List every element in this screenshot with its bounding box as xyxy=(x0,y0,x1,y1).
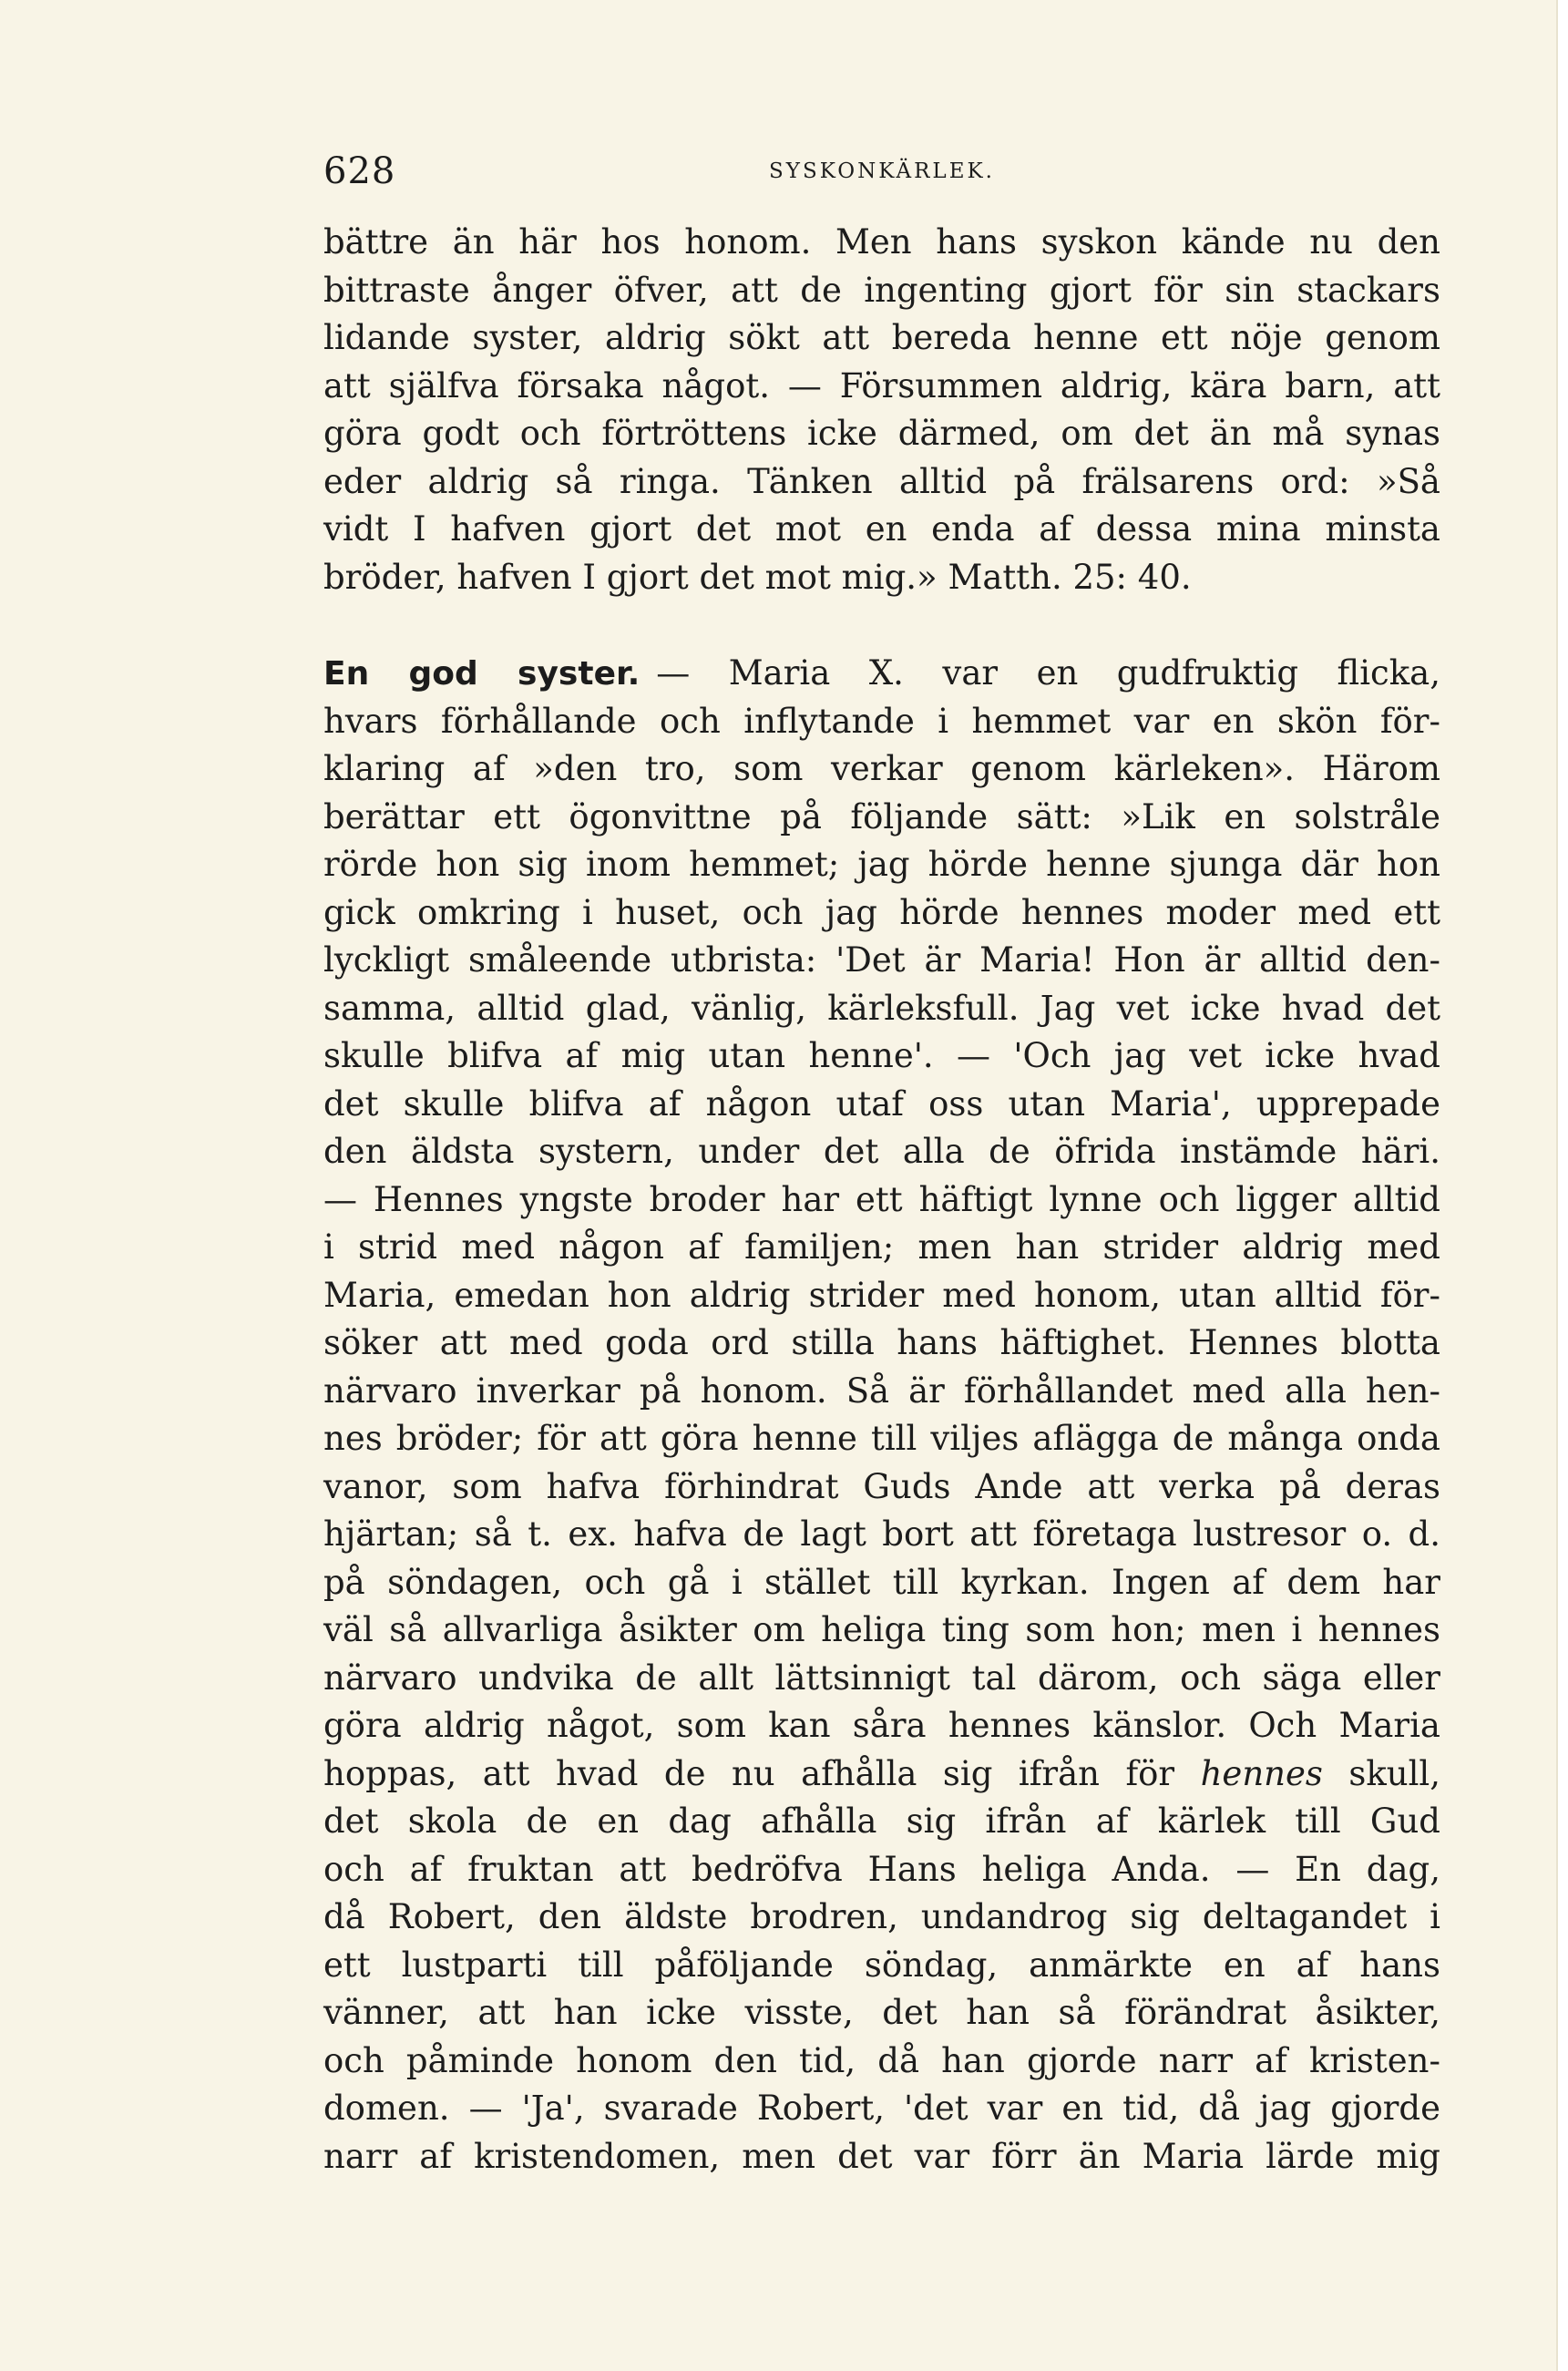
text-line: — Hennes yngste broder har ett häftigt lynne och ligger alltid xyxy=(323,1179,1440,1219)
text-line: att själfva försaka något. — Försummen aldrig, kära barn, att xyxy=(323,365,1440,405)
text-line: bittraste ånger öfver, att de ingenting gjort för sin stackars xyxy=(323,270,1440,310)
text-line: i strid med någon af familjen; men han strider aldrig med xyxy=(323,1227,1440,1267)
text-line: hjärtan; så t. ex. hafva de lagt bort att företaga lustresor o. d. xyxy=(323,1514,1440,1554)
text-line xyxy=(323,1750,1440,1799)
text-line: skulle blifva af mig utan henne'. — 'Och jag vet icke hvad xyxy=(323,1036,1440,1075)
text-line: väl så allvarliga åsikter om heliga ting som hon; men i hennes xyxy=(323,1610,1440,1649)
text-line: närvaro undvika de allt lättsinnigt tal därom, och säga eller xyxy=(323,1658,1440,1698)
running-title: SYSKONKÄRLEK. xyxy=(769,159,995,183)
text-line: hvars förhållande och inflytande i hemmet var en skön för- xyxy=(323,701,1440,741)
text-line: vänner, att han icke visste, det han så förändrat åsikter, xyxy=(323,1993,1440,2032)
text-line: lidande syster, aldrig sökt att bereda henne ett nöje genom xyxy=(323,318,1440,357)
text-line: lyckligt småleende utbrista: 'Det är Maria! Hon är alltid den- xyxy=(323,940,1440,980)
paragraph-spacer xyxy=(323,601,1440,650)
text-line: bättre än här hos honom. Men hans syskon kände nu den xyxy=(323,222,1440,262)
page-number: 628 xyxy=(323,150,396,192)
text-line: och af fruktan att bedröfva Hans heliga Anda. — En dag, xyxy=(323,1849,1440,1889)
text-fragment: hoppas, att hvad de nu afhålla sig ifrån för xyxy=(323,1753,1175,1793)
text-line: ett lustparti till påföljande söndag, anmärkte en af hans xyxy=(323,1945,1440,1985)
text-line: rörde hon sig inom hemmet; jag hörde henne sjunga där hon xyxy=(323,845,1440,884)
text-line: vanor, som hafva förhindrat Guds Ande att verka på deras xyxy=(323,1466,1440,1506)
body-text xyxy=(323,219,1440,2181)
text-line: göra aldrig något, som kan såra hennes känslor. Och Maria xyxy=(323,1706,1440,1745)
text-line: då Robert, den äldste brodren, undandrog sig deltagandet i xyxy=(323,1897,1440,1936)
text-line: det skola de en dag afhålla sig ifrån af kärlek till Gud xyxy=(323,1801,1440,1841)
text-line: domen. — 'Ja', svarade Robert, 'det var en tid, då jag gjorde xyxy=(323,2089,1440,2128)
text-line: eder aldrig så ringa. Tänken alltid på frälsarens ord: »Så xyxy=(323,461,1440,501)
text-line: nes bröder; för att göra henne till viljes aflägga de många onda xyxy=(323,1419,1440,1458)
text-fragment: skull, xyxy=(1348,1753,1441,1793)
text-line: samma, alltid glad, vänlig, kärleksfull. Jag vet icke hvad det xyxy=(323,988,1440,1028)
text-line: på söndagen, och gå i stället till kyrkan. Ingen af dem har xyxy=(323,1562,1440,1602)
text-line: Maria, emedan hon aldrig strider med honom, utan alltid för- xyxy=(323,1275,1440,1315)
text-line: narr af kristendomen, men det var förr än Maria lärde mig xyxy=(323,2136,1440,2176)
text-line: vidt I hafven gjort det mot en enda af dessa mina minsta xyxy=(323,509,1440,549)
text-line: det skulle blifva af någon utaf oss utan Maria', upprepade xyxy=(323,1083,1440,1124)
text-line: berättar ett ögonvittne på följande sätt: »Lik en solstråle xyxy=(323,796,1440,837)
italic-word: hennes xyxy=(1200,1753,1323,1793)
text-line xyxy=(323,650,1440,698)
text-line: och påminde honom den tid, då han gjorde narr af kristen- xyxy=(323,2040,1440,2080)
paragraph xyxy=(323,219,1440,601)
heading-line-text: — Maria X. var en gudfruktig flicka, xyxy=(656,653,1440,693)
text-line: gick omkring i huset, och jag hörde hennes moder med ett xyxy=(323,892,1440,932)
text-line: göra godt och förtröttens icke därmed, om det än må synas xyxy=(323,414,1440,453)
text-line: bröder, hafven I gjort det mot mig.» Matth. 25: 40. xyxy=(323,557,1192,597)
section-en-god-syster xyxy=(323,650,1440,2181)
section-heading: En god syster. xyxy=(323,655,641,693)
text-line: söker att med goda ord stilla hans häftighet. Hennes blotta xyxy=(323,1323,1440,1362)
page-header xyxy=(323,144,1440,199)
text-line: klaring af »den tro, som verkar genom kärleken». Härom xyxy=(323,749,1440,788)
text-line: närvaro inverkar på honom. Så är förhållandet med alla hen- xyxy=(323,1370,1440,1411)
text-line: den äldsta systern, under det alla de öfrida instämde häri. xyxy=(323,1132,1440,1171)
